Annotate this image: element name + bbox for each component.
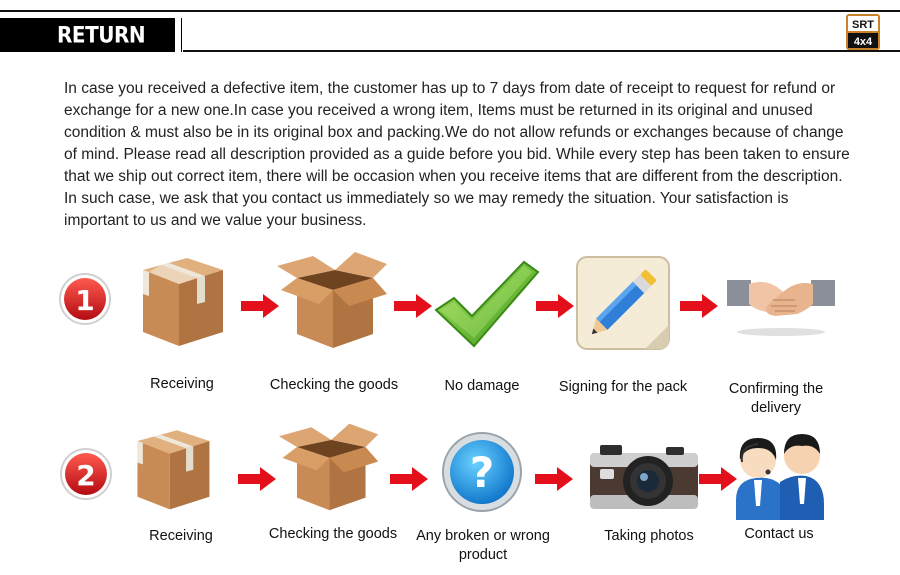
return-policy-text: In case you received a defective item, the customer has up to 7 days from date of receipt to request for refund or exchange for a new one.In case you received a wrong item, Items must be returned in its original and unused condition & must also be in its original box and packing.We do not allow refunds or exchanges because of change of mind. Please read all description provided as a guide before you bid. While every step has been taken to ensure that we ship out correct item, there will be occasion when you receive items that are different from the description. In such case, we ask that you contact us immediately so we may remedy the situation. Your satisfaction is important to us and we value your business. xyxy=(64,80,850,229)
handshake-icon xyxy=(727,270,835,345)
sealed-box-icon xyxy=(130,423,216,518)
camera-icon xyxy=(588,443,700,516)
step-label: Confirming the delivery xyxy=(728,381,824,416)
flow-arrow xyxy=(699,467,737,491)
step-number-badge-1 xyxy=(58,272,112,331)
step-label: Receiving xyxy=(150,376,214,392)
flow-arrow xyxy=(241,294,279,318)
step-label: Receiving xyxy=(149,528,213,544)
step-number-2: 2 xyxy=(76,459,96,492)
flow-arrow xyxy=(680,294,718,318)
logo-text-bottom: 4x4 xyxy=(853,36,873,48)
step-label: Contact us xyxy=(744,526,814,542)
step-label: No damage xyxy=(444,378,520,394)
flow-arrow xyxy=(394,294,432,318)
svg-text:?: ? xyxy=(469,448,495,497)
open-box-icon xyxy=(277,420,381,517)
logo-text-top: SRT xyxy=(852,19,874,31)
flow-arrow xyxy=(536,294,574,318)
flow-arrow xyxy=(535,467,573,491)
pencil-note-icon xyxy=(575,255,671,356)
step-label: Taking photos xyxy=(604,528,694,544)
srt-logo xyxy=(846,14,880,50)
header-rule xyxy=(183,50,900,52)
question-icon xyxy=(441,431,523,518)
header-tab xyxy=(0,18,181,52)
flow-arrow xyxy=(390,467,428,491)
step-number-badge-2 xyxy=(59,447,113,506)
page-title: RETURN xyxy=(57,21,146,49)
top-rule xyxy=(0,10,900,12)
step-label: Signing for the pack xyxy=(558,379,688,395)
step-label: Checking the goods xyxy=(269,377,399,393)
step-label: Any broken or wrong product xyxy=(416,528,550,563)
checkmark-icon xyxy=(432,258,540,355)
sealed-box-icon xyxy=(135,250,230,355)
step-number-1: 1 xyxy=(75,284,95,317)
flow-arrow xyxy=(238,467,276,491)
open-box-icon xyxy=(275,248,390,355)
step-label: Checking the goods xyxy=(268,526,398,542)
support-agents-icon xyxy=(734,424,826,525)
